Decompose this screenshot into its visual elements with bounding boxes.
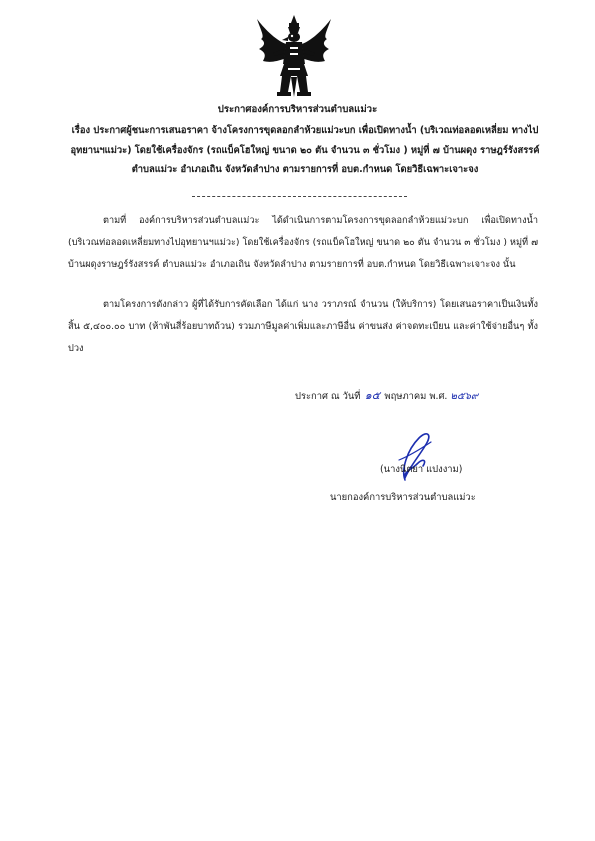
signer-position: นายกองค์การบริหารส่วนตำบลแม่วะ bbox=[330, 492, 476, 503]
announcement-date bbox=[295, 386, 478, 404]
garuda-emblem bbox=[255, 15, 333, 101]
date-prefix: ประกาศ ณ วันที่ bbox=[295, 391, 361, 402]
date-month: พฤษภาคม พ.ศ. bbox=[384, 391, 448, 402]
announcement-title: ประกาศองค์การบริหารส่วนตำบลแม่วะ bbox=[217, 104, 378, 115]
body-paragraph-1: ตามที่ องค์การบริหารส่วนตำบลแม่วะ ได้ดำเนินการตามโครงการขุดลอกลำห้วยแม่วะบก เพื่อเปิดทางน้ำ (บริเวณท่อลอดเหลี่ยมทางไปอุทยานฯแม่วะ) โดยใช้เครื่องจักร (รถแบ็คโฮใหญ่ ขนาด ๒๐ ตัน จำนวน ๓ ชั่วโมง ) หมู่ที่ ๗ บ้านผดุงราษฎร์รังสรรค์ ตำบลแม่วะ อำเภอเถิน จังหวัดลำปาง ตามรายการที่ อบต.กำหนด โดยวิธีเฉพาะเจาะจง นั้น bbox=[68, 215, 538, 270]
date-day: ๑๕ bbox=[364, 389, 381, 402]
signer-name: (นางนิตยา แปงงาม) bbox=[380, 464, 463, 475]
announcement-subject: เรื่อง ประกาศผู้ชนะการเสนอราคา จ้างโครงการขุดลอกลำห้วยแม่วะบก เพื่อเปิดทางน้ำ (บริเวณท่อลอดเหลี่ยม ทางไปอุทยานฯแม่วะ) โดยใช้เครื่องจักร (รถแบ็คโฮใหญ่ ขนาด ๒๐ ตัน จำนวน ๓ ชั่วโมง ) หมู่ที่ ๗ บ้านผดุง ราษฎร์รังสรรค์ ตำบลแม่วะ อำเภอเถิน จังหวัดลำปาง ตามรายการที่ อบต.กำหนด โดยวิธีเฉพาะเจาะจง bbox=[70, 125, 540, 175]
body-paragraph-2: ตามโครงการดังกล่าว ผู้ที่ได้รับการคัดเลือก ได้แก่ นาง วราภรณ์ จำนวน (ให้บริการ) โดยเสนอราคาเป็นเงินทั้งสิ้น ๕,๔๐๐.๐๐ บาท (ห้าพันสี่ร้อยบาทถ้วน) รวมภาษีมูลค่าเพิ่มและภาษีอื่น ค่าขนส่ง ค่าจดทะเบียน และค่าใช้จ่ายอื่นๆ ทั้งปวง bbox=[68, 299, 538, 354]
handwritten-signature bbox=[375, 420, 445, 490]
divider bbox=[192, 196, 407, 197]
date-year: ๒๕๖๙ bbox=[450, 391, 479, 402]
